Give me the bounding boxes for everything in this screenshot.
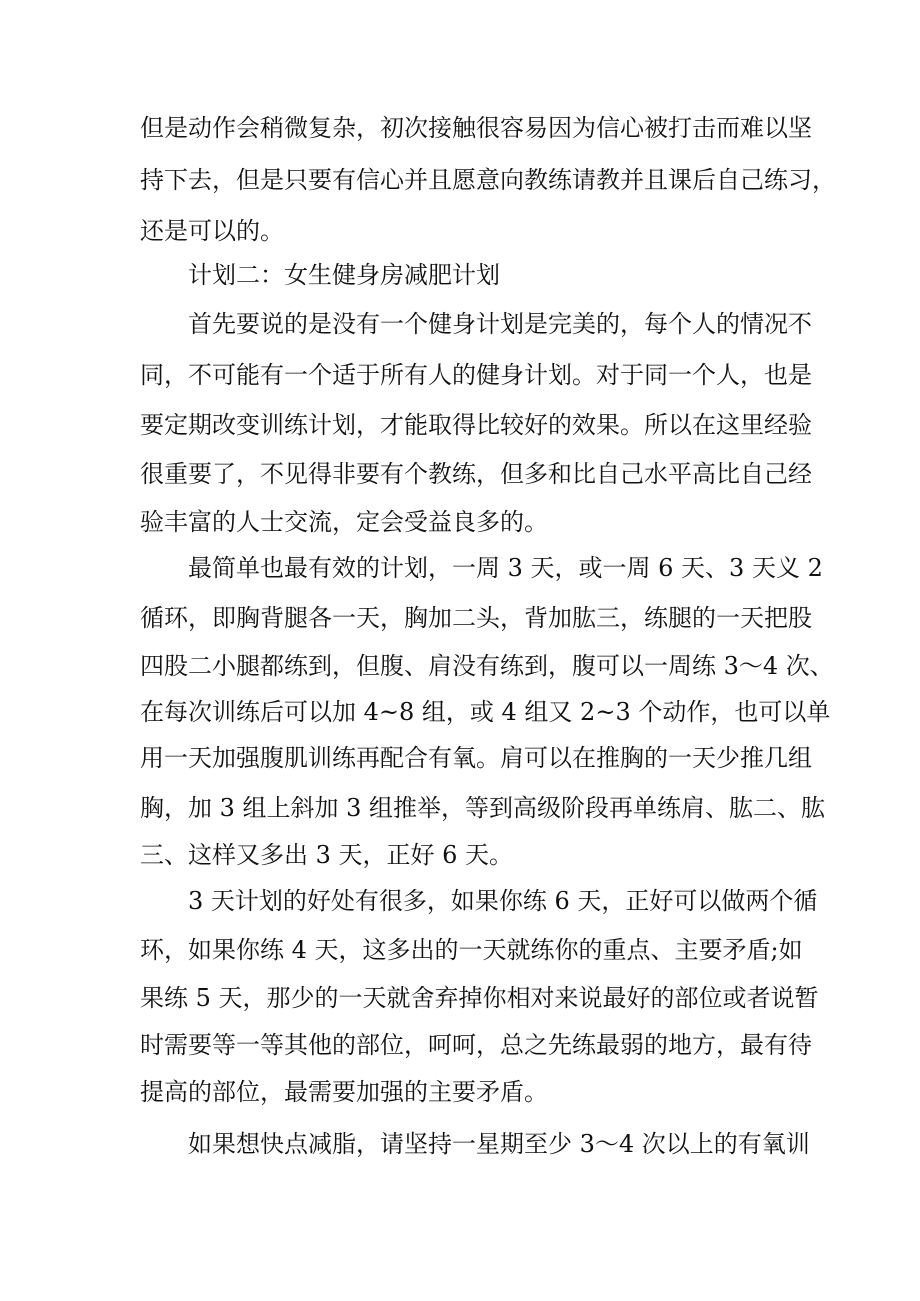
- paragraph-line: 环，如果你练 4 天，这多出的一天就练你的重点、主要矛盾;如: [140, 936, 803, 964]
- paragraph-line: 循环，即胸背腿各一天，胸加二头，背加肱三，练腿的一天把股: [140, 604, 812, 632]
- paragraph-line: 如果想快点减脂，请坚持一星期至少 3～4 次以上的有氧训: [188, 1130, 810, 1158]
- paragraph-line: 胸，加 3 组上斜加 3 组推举，等到高级阶段再单练肩、肱二、肱: [140, 794, 826, 822]
- paragraph-line: 在每次训练后可以加 4~8 组，或 4 组又 2~3 个动作，也可以单: [140, 698, 831, 726]
- paragraph-line: 用一天加强腹肌训练再配合有氧。肩可以在推胸的一天少推几组: [140, 744, 812, 772]
- paragraph-line: 验丰富的人士交流，定会受益良多的。: [140, 508, 548, 536]
- paragraph-line: 3 天计划的好处有很多，如果你练 6 天，正好可以做两个循: [188, 887, 818, 915]
- section-heading: 计划二：女生健身房减肥计划: [188, 261, 500, 289]
- paragraph-line: 还是可以的。: [140, 217, 284, 245]
- paragraph-line: 提高的部位，最需要加强的主要矛盾。: [140, 1078, 548, 1106]
- paragraph-line: 持下去，但是只要有信心并且愿意向教练请教并且课后自己练习，: [140, 166, 836, 194]
- paragraph-line: 但是动作会稍微复杂，初次接触很容易因为信心被打击而难以坚: [140, 114, 812, 142]
- paragraph-line: 很重要了，不见得非要有个教练，但多和比自己水平高比自己经: [140, 460, 812, 488]
- paragraph-line: 同，不可能有一个适于所有人的健身计划。对于同一个人，也是: [140, 361, 812, 389]
- paragraph-line: 四股二小腿都练到，但腹、肩没有练到，腹可以一周练 3～4 次、: [140, 652, 834, 680]
- paragraph-line: 三、这样又多出 3 天，正好 6 天。: [140, 841, 514, 869]
- paragraph-line: 果练 5 天，那少的一天就舍弃掉你相对来说最好的部位或者说暂: [140, 984, 819, 1012]
- paragraph-line: 时需要等一等其他的部位，呵呵，总之先练最弱的地方，最有待: [140, 1031, 812, 1059]
- paragraph-line: 首先要说的是没有一个健身计划是完美的，每个人的情况不: [188, 310, 812, 338]
- paragraph-line: 要定期改变训练计划，才能取得比较好的效果。所以在这里经验: [140, 411, 812, 439]
- paragraph-line: 最简单也最有效的计划，一周 3 天，或一周 6 天、3 天义 2: [188, 554, 823, 582]
